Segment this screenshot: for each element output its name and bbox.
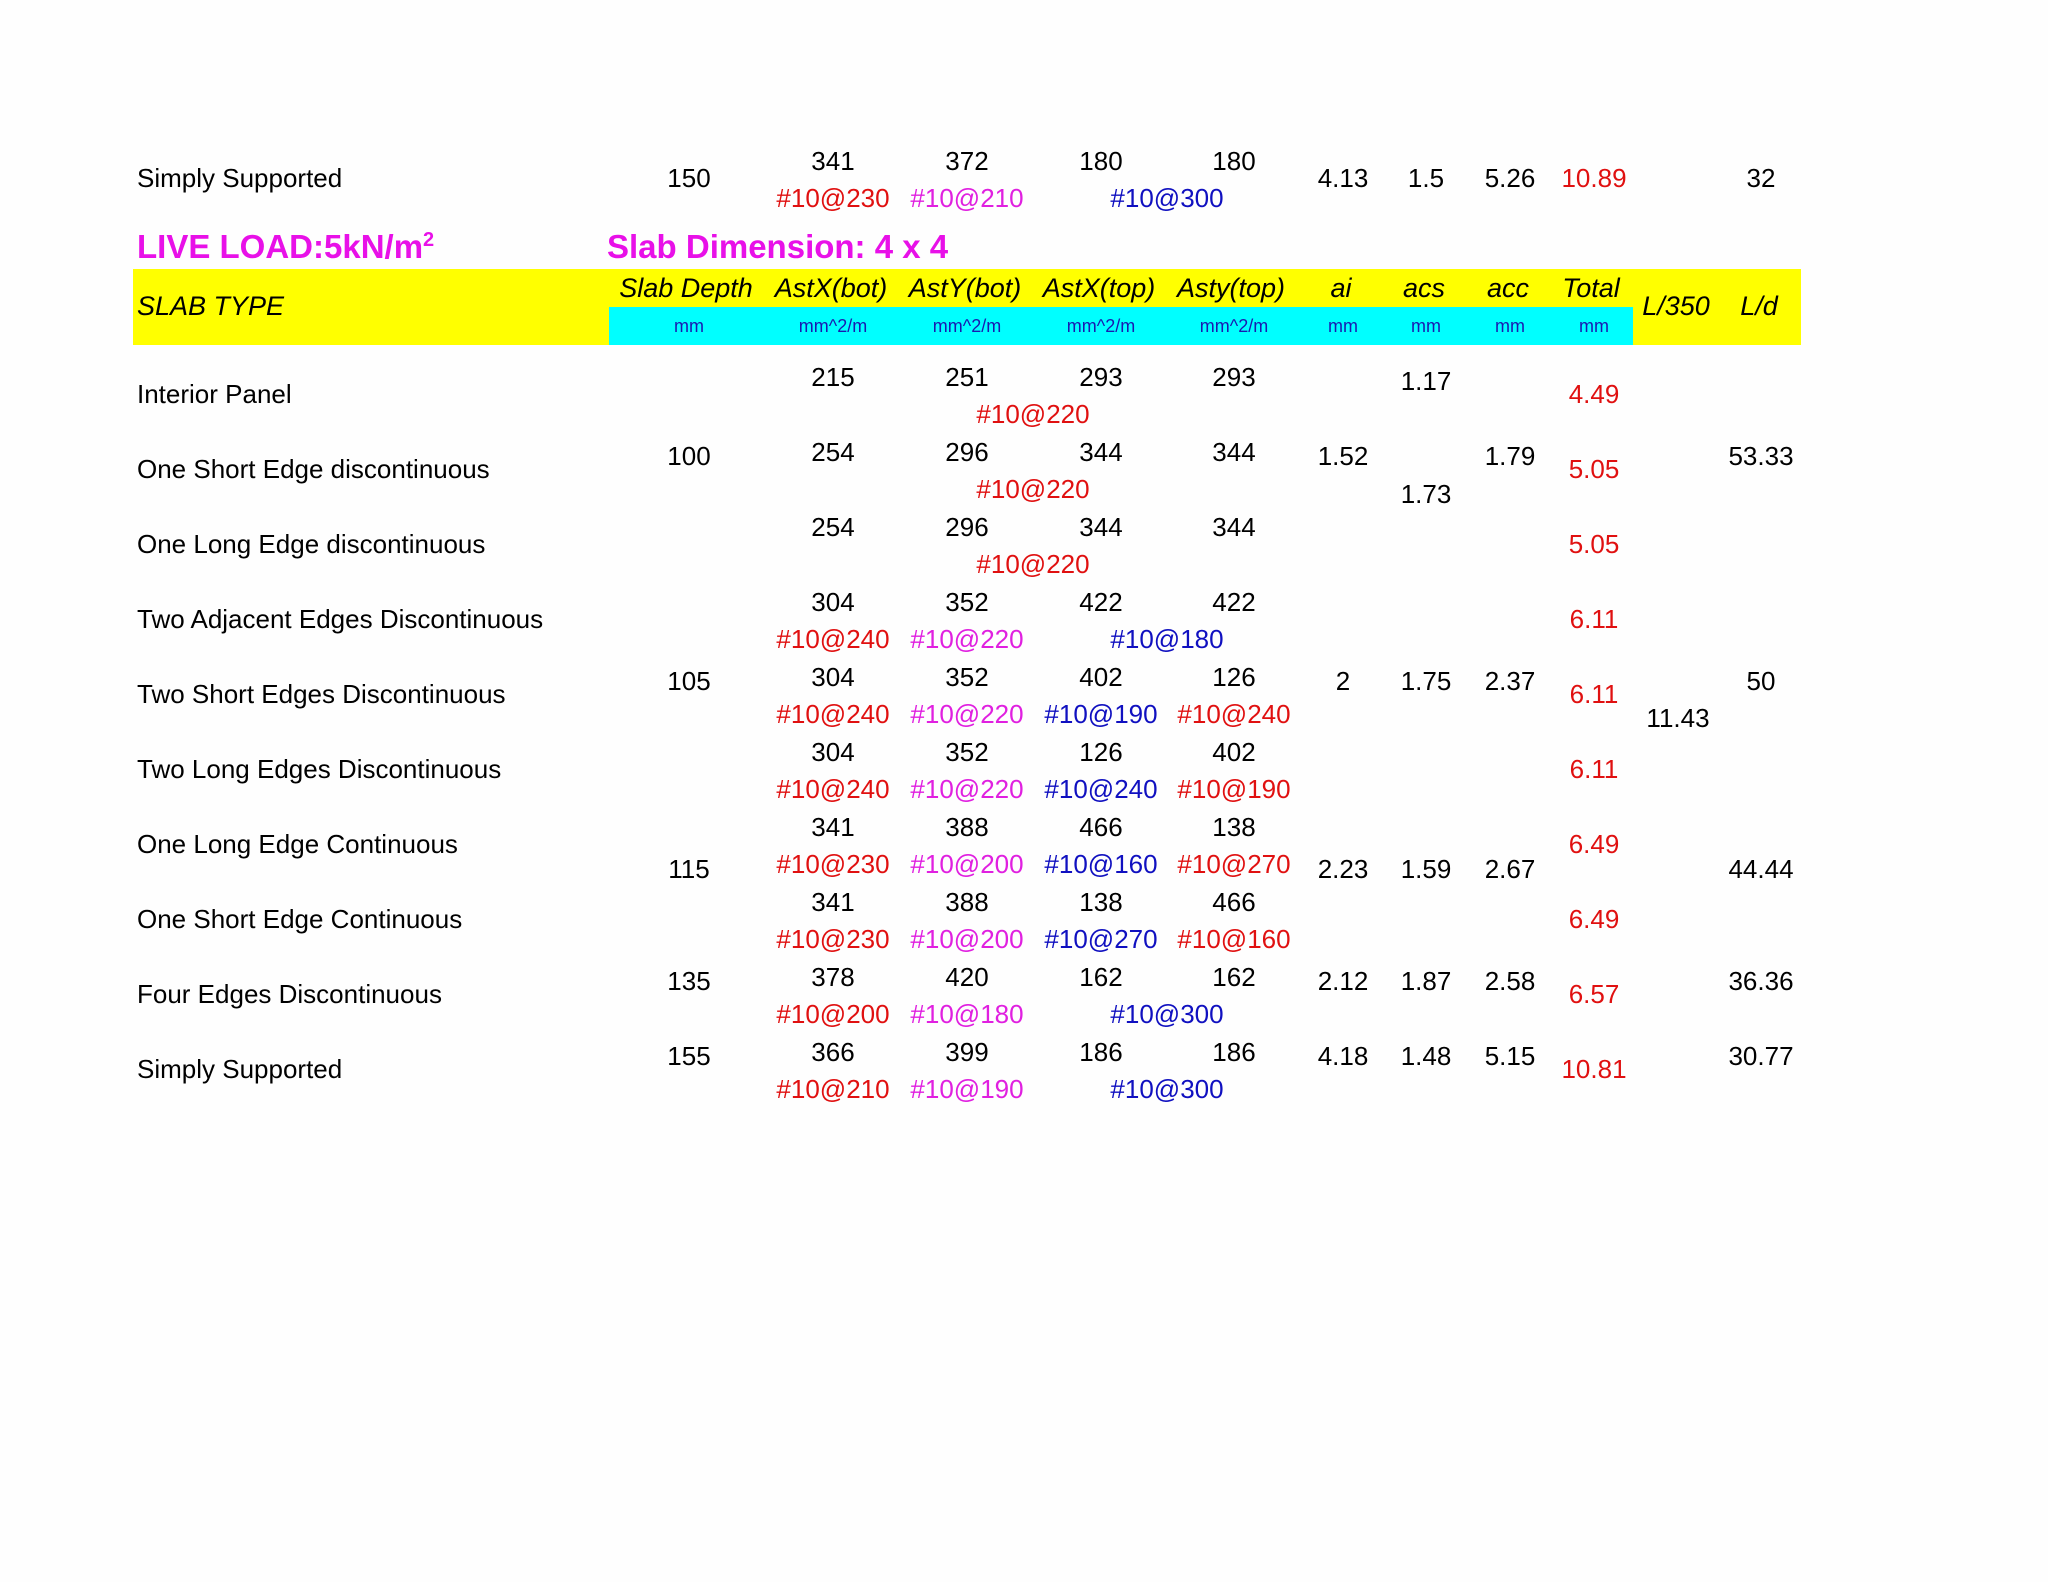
slab-type: Four Edges Discontinuous [137,979,442,1009]
slab-type: One Long Edge Continuous [137,829,458,859]
bar-spec: #10@160 [1177,924,1291,954]
bar-spec: #10@240 [1177,699,1291,729]
bar-spec: #10@240 [776,699,890,729]
total-value: 6.11 [1569,604,1619,634]
unit-label: mm^2/m [1199,316,1269,336]
bar-spec: #10@220 [976,474,1090,504]
astx-top: 466 [1079,812,1123,842]
asty-top: 344 [1212,512,1256,542]
bar-spec: #10@200 [910,924,1024,954]
astx-bot: 378 [811,962,855,992]
bar-spec: #10@230 [776,183,890,213]
astx-top: 344 [1079,512,1123,542]
bar-spec: #10@240 [776,774,890,804]
bar-spec: #10@220 [910,699,1024,729]
acc-value: 5.15 [1484,1041,1536,1071]
bar-spec: #10@240 [1044,774,1158,804]
acc-value: 2.67 [1484,854,1536,884]
bar-spec: #10@300 [1110,999,1224,1029]
unit-label: mm [1579,316,1609,336]
ld-value: 36.36 [1728,966,1794,996]
asty-top: 422 [1212,587,1256,617]
astx-top: 186 [1079,1037,1123,1067]
asty-top: 162 [1212,962,1256,992]
astx-top: 422 [1079,587,1123,617]
acc-value: 2.37 [1484,666,1536,696]
astx-top: 293 [1079,362,1123,392]
bar-spec: #10@190 [1177,774,1291,804]
total-value: 5.05 [1568,529,1620,559]
total-value: 6.11 [1569,754,1619,784]
header-astx-top: AstX(top) [1042,273,1156,303]
acs-value: 1.75 [1400,666,1452,696]
bar-spec: #10@180 [1110,624,1224,654]
bar-spec: #10@270 [1044,924,1158,954]
asty-top: 126 [1212,662,1256,692]
ai-value: 2.23 [1317,854,1369,884]
astx-top: 180 [1079,146,1123,176]
bar-spec: #10@210 [776,1074,890,1104]
total-value: 5.05 [1568,454,1620,484]
slab-depth: 155 [667,1041,711,1071]
asty-top: 402 [1212,737,1256,767]
header-l350: L/350 [1642,291,1710,321]
slab-type: Simply Supported [137,1054,343,1084]
astx-bot: 304 [811,587,855,617]
asty-top: 344 [1212,437,1256,467]
acs-value: 1.59 [1400,854,1452,884]
slab-type: Two Adjacent Edges Discontinuous [137,604,544,634]
asty-top: 466 [1212,887,1256,917]
slab-depth: 105 [667,666,711,696]
asty-bot: 388 [945,812,989,842]
header-asty-top: Asty(top) [1176,273,1286,303]
acs-value: 1.87 [1400,966,1452,996]
bar-spec: #10@180 [910,999,1024,1029]
bar-spec: #10@220 [976,549,1090,579]
ai-value: 1.52 [1317,441,1369,471]
bar-spec: #10@220 [976,399,1090,429]
total-value: 6.57 [1568,979,1620,1009]
ld-value: 30.77 [1728,1041,1794,1071]
acc-value: 2.58 [1484,966,1536,996]
unit-label: mm [1328,316,1358,336]
slab-depth: 100 [667,441,711,471]
l350-value: 11.43 [1646,703,1710,733]
header-ld: L/d [1740,291,1778,321]
slab-depth: 150 [667,163,711,193]
total-value: 6.49 [1568,904,1620,934]
asty-bot: 352 [945,737,989,767]
header-acs: acs [1402,273,1446,303]
unit-label: mm^2/m [932,316,1002,336]
total-value: 4.49 [1568,379,1620,409]
slab-dimension-title: Slab Dimension: 4 x 4 [607,228,949,265]
unit-label: mm [1411,316,1441,336]
acs-value: 1.17 [1400,366,1452,396]
asty-bot: 388 [945,887,989,917]
asty-bot: 352 [945,587,989,617]
unit-label: mm^2/m [798,316,868,336]
slab-type: One Short Edge discontinuous [137,454,490,484]
slab-depth: 115 [668,854,710,884]
header-slab-type: SLAB TYPE [137,291,285,321]
astx-bot: 341 [811,887,855,917]
bar-spec: #10@220 [910,624,1024,654]
astx-top: 126 [1079,737,1123,767]
bar-spec: #10@270 [1177,849,1291,879]
unit-label: mm [674,316,704,336]
bar-spec: #10@210 [910,183,1024,213]
asty-bot: 296 [945,512,989,542]
acc-value: 1.79 [1484,441,1536,471]
asty-top: 186 [1212,1037,1256,1067]
bar-spec: #10@160 [1044,849,1158,879]
acs-value: 1.5 [1407,163,1445,193]
asty-bot: 399 [945,1037,989,1067]
total-value: 6.49 [1568,829,1620,859]
slab-type: One Long Edge discontinuous [137,529,486,559]
bar-spec: #10@190 [1044,699,1158,729]
bar-spec: #10@190 [910,1074,1024,1104]
asty-top: 293 [1212,362,1256,392]
astx-bot: 215 [811,362,855,392]
asty-bot: 296 [945,437,989,467]
total-value: 10.81 [1561,1054,1627,1084]
slab-type: Interior Panel [137,379,292,409]
unit-label: mm^2/m [1066,316,1136,336]
astx-bot: 304 [811,737,855,767]
ai-value: 4.13 [1317,163,1369,193]
astx-bot: 366 [811,1037,855,1067]
slab-type: Two Long Edges Discontinuous [137,754,502,784]
header-total: Total [1562,273,1620,303]
acc-value: 5.26 [1484,163,1536,193]
ld-value: 50 [1746,666,1776,696]
bar-spec: #10@300 [1110,1074,1224,1104]
asty-bot: 372 [945,146,989,176]
astx-bot: 341 [811,812,855,842]
slab-type: Simply Supported [137,163,343,193]
header-slab-depth: Slab Depth [619,273,753,303]
astx-bot: 254 [811,512,855,542]
asty-top: 138 [1212,812,1256,842]
asty-bot: 352 [945,662,989,692]
slab-type: One Short Edge Continuous [137,904,463,934]
bar-spec: #10@230 [776,849,890,879]
asty-bot: 420 [945,962,989,992]
bar-spec: #10@200 [776,999,890,1029]
bar-spec: #10@230 [776,924,890,954]
header-astx-bot: AstX(bot) [774,273,888,303]
bar-spec: #10@240 [776,624,890,654]
bar-spec: #10@200 [910,849,1024,879]
ai-value: 4.18 [1317,1041,1369,1071]
astx-top: 402 [1079,662,1123,692]
asty-bot: 251 [945,362,989,392]
header-ai: ai [1330,273,1352,303]
astx-bot: 341 [811,146,855,176]
asty-top: 180 [1212,146,1256,176]
ai-value: 2 [1335,666,1351,696]
astx-bot: 304 [811,662,855,692]
bar-spec: #10@300 [1110,183,1224,213]
astx-top: 162 [1079,962,1123,992]
acs-value: 1.48 [1400,1041,1452,1071]
total-value: 10.89 [1561,163,1627,193]
bar-spec: #10@220 [910,774,1024,804]
ld-value: 44.44 [1728,854,1794,884]
ld-value: 32 [1746,163,1776,193]
slab-depth: 135 [667,966,711,996]
ld-value: 53.33 [1728,441,1794,471]
acs-value: 1.73 [1400,479,1452,509]
astx-bot: 254 [811,437,855,467]
header-acc: acc [1486,273,1530,303]
slab-type: Two Short Edges Discontinuous [137,679,506,709]
astx-top: 344 [1079,437,1123,467]
astx-top: 138 [1079,887,1123,917]
live-load-title: LIVE $LOAD:5kN/m^2$ [137,228,435,265]
ai-value: 2.12 [1317,966,1369,996]
header-asty-bot: AstY(bot) [908,273,1022,303]
unit-label: mm [1495,316,1525,336]
total-value: 6.11 [1569,679,1619,709]
